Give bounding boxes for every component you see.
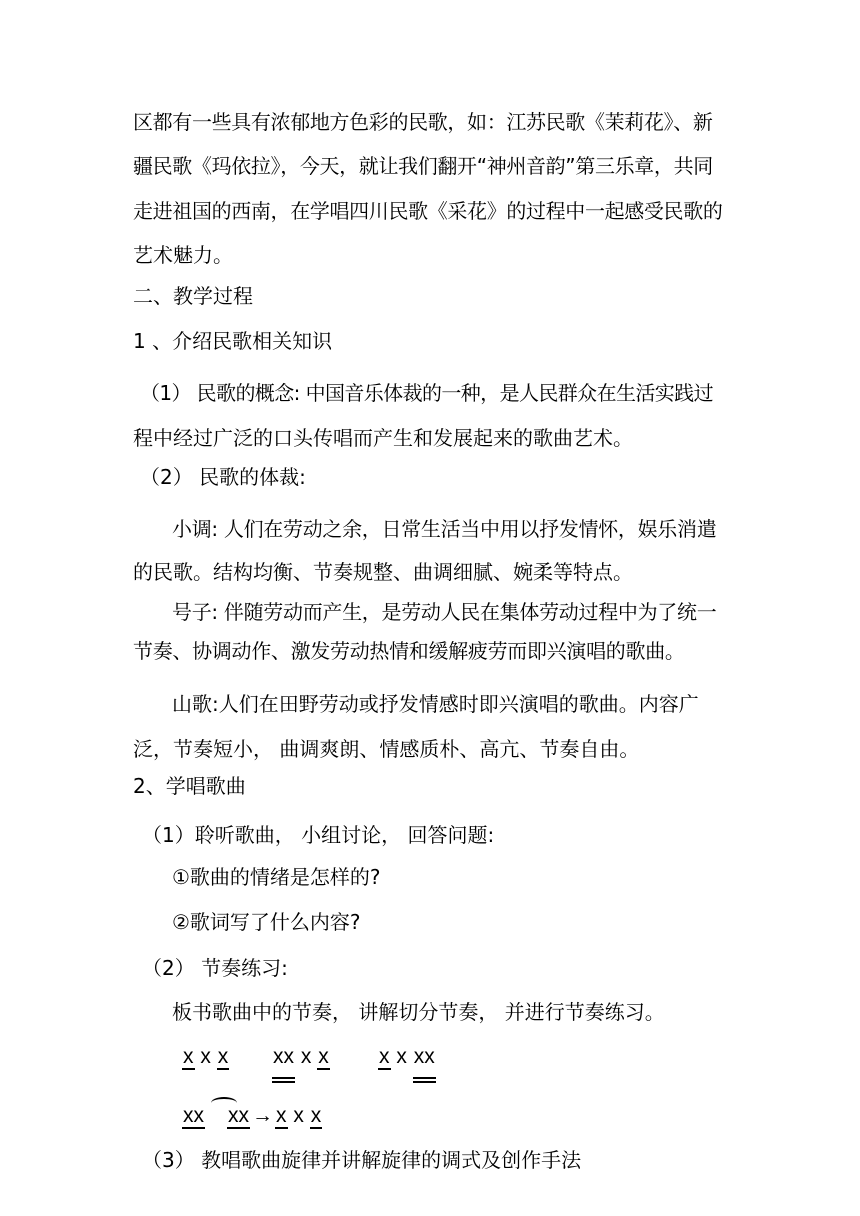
arrow-icon: → <box>252 1104 273 1127</box>
paragraph-line: 小调: 人们在劳动之余，日常生活当中用以抒发情怀，娱乐消遣 <box>172 517 717 541</box>
list-heading: （1）聆听歌曲， 小组讨论， 回答问题: <box>142 823 495 847</box>
paragraph-line: 板书歌曲中的节奏， 讲解切分节奏， 并进行节奏练习。 <box>172 1000 665 1024</box>
rhythm-group-1 <box>182 1044 229 1074</box>
paragraph-line: 的民歌。结构均衡、节奏规整、曲调细腻、婉柔等特点。 <box>133 560 633 584</box>
paragraph-line: 泛，节奏短小， 曲调爽朗、情感质朴、高亢、节奏自由。 <box>133 737 640 761</box>
paragraph-line: （1） 民歌的概念: 中国音乐体裁的一种，是人民群众在生活实践过 <box>140 381 713 405</box>
list-heading: （3） 教唱歌曲旋律并讲解旋律的调式及创作手法 <box>142 1148 582 1172</box>
paragraph-line: 疆民歌《玛依拉》，今天，就让我们翻开“神州音韵”第三乐章，共同 <box>133 154 713 178</box>
rhythm-note: x <box>276 1104 287 1127</box>
subsection-heading: 2、学唱歌曲 <box>133 774 246 798</box>
paragraph-line: 节奏、协调动作、激发劳动热情和缓解疲劳而即兴演唱的歌曲。 <box>133 639 685 663</box>
subsection-heading: 1 、介绍民歌相关知识 <box>133 329 333 353</box>
paragraph-line: 区都有一些具有浓郁地方色彩的民歌，如：江苏民歌《茉莉花》、新 <box>133 110 713 134</box>
rhythm-note: xx <box>183 1104 204 1127</box>
rhythm-group-2 <box>272 1044 330 1074</box>
rhythm-note: x <box>300 1045 312 1068</box>
question-item: ①歌曲的情绪是怎样的? <box>172 865 381 889</box>
paragraph-line: 艺术魅力。 <box>133 243 233 267</box>
list-heading: （2） 民歌的体裁: <box>140 465 306 489</box>
rhythm-group-3 <box>378 1044 436 1074</box>
rhythm-note: x <box>318 1045 329 1068</box>
rhythm-note: x <box>183 1045 194 1068</box>
rhythm-note: x <box>200 1045 211 1068</box>
paragraph-line: 号子: 伴随劳动而产生，是劳动人民在集体劳动过程中为了统一 <box>172 600 717 624</box>
paragraph-line: 走进祖国的西南，在学唱四川民歌《采花》的过程中一起感受民歌的 <box>133 199 723 223</box>
rhythm-group-4 <box>182 1103 322 1133</box>
question-item: ②歌词写了什么内容? <box>172 910 361 934</box>
paragraph-line: 山歌:人们在田野劳动或抒发情感时即兴演唱的歌曲。内容广 <box>172 692 699 716</box>
rhythm-note: xx <box>228 1104 249 1127</box>
paragraph-line: 程中经过广泛的口头传唱而产生和发展起来的歌曲艺术。 <box>133 426 633 450</box>
list-heading: （2） 节奏练习: <box>142 956 288 980</box>
rhythm-note: x <box>396 1045 407 1068</box>
rhythm-note: x <box>310 1104 322 1127</box>
rhythm-note: xx <box>413 1045 435 1068</box>
rhythm-note: x <box>217 1045 229 1068</box>
rhythm-note: x <box>293 1104 304 1127</box>
section-heading: 二、教学过程 <box>133 284 253 308</box>
rhythm-note: xx <box>273 1045 294 1068</box>
rhythm-note: x <box>379 1045 390 1068</box>
